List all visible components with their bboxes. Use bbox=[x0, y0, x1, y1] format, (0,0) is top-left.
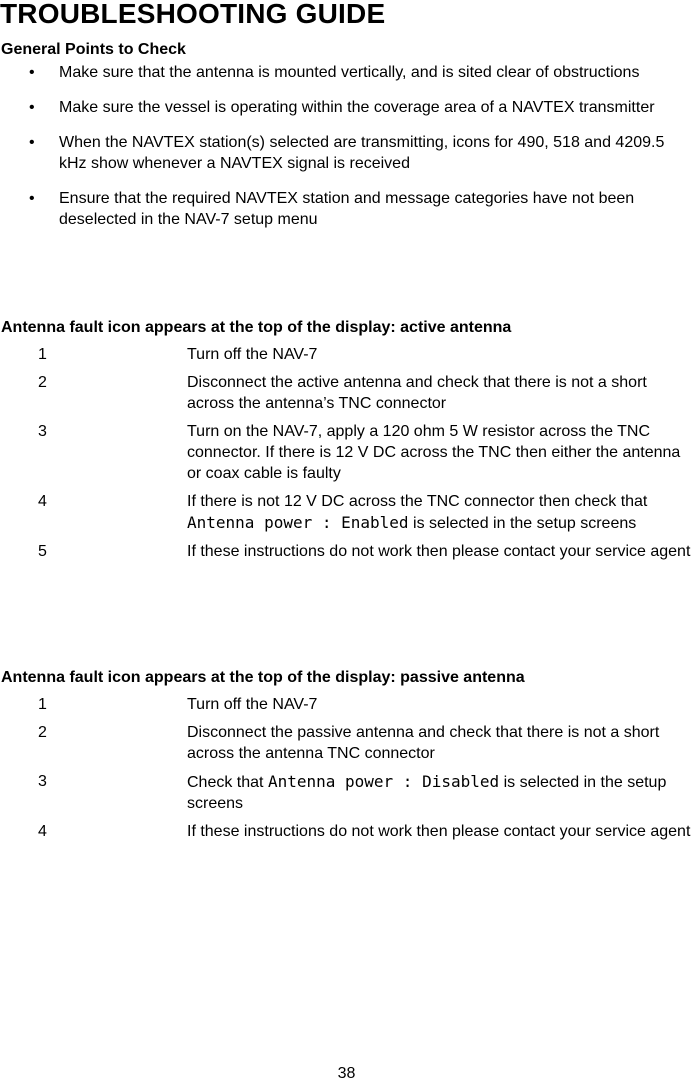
bullet-dot-icon: • bbox=[29, 190, 35, 207]
step-number: 3 bbox=[38, 423, 47, 440]
step-text bbox=[0, 491, 693, 534]
step-text-pre: Check that bbox=[187, 774, 268, 791]
step-item bbox=[0, 694, 693, 715]
step-text: Turn off the NAV-7 bbox=[187, 346, 318, 363]
step-number: 5 bbox=[38, 543, 47, 560]
bullet-text: Ensure that the required NAVTEX station and message categories have not been deselected in the NAV-7 setup menu bbox=[59, 190, 635, 228]
step-item bbox=[0, 344, 693, 365]
step-text: If these instructions do not work then please contact your service agent bbox=[187, 823, 691, 840]
step-item bbox=[0, 372, 693, 414]
step-number: 2 bbox=[38, 374, 47, 391]
page-title: TROUBLESHOOTING GUIDE bbox=[0, 0, 386, 29]
page-number: 38 bbox=[337, 1065, 356, 1082]
step-item bbox=[0, 821, 693, 842]
step-item bbox=[0, 491, 693, 534]
step-item bbox=[0, 771, 693, 814]
passive-antenna-heading: Antenna fault icon appears at the top of the display: passive antenna bbox=[1, 669, 525, 686]
step-item bbox=[0, 541, 693, 562]
step-item bbox=[0, 421, 693, 484]
bullet-dot-icon: • bbox=[29, 99, 35, 116]
bullet-text: Make sure that the antenna is mounted vertically, and is sited clear of obstructions bbox=[59, 64, 640, 81]
step-number: 1 bbox=[38, 346, 47, 363]
step-text: Disconnect the passive antenna and check that there is not a short across the antenna TNC connector bbox=[187, 724, 660, 762]
bullet-item bbox=[0, 188, 693, 230]
step-text-post: is selected in the setup screens bbox=[408, 515, 637, 532]
step-text-post: is selected in the setup screens bbox=[187, 774, 667, 812]
bullet-text: When the NAVTEX station(s) selected are transmitting, icons for 490, 518 and 4209.5 kHz show whenever a NAVTEX signal is received bbox=[59, 134, 665, 172]
step-number: 2 bbox=[38, 724, 47, 741]
bullet-item bbox=[0, 132, 693, 174]
step-text-pre: If there is not 12 V DC across the TNC connector then check that bbox=[187, 493, 648, 510]
bullet-item bbox=[0, 97, 693, 118]
step-text bbox=[0, 771, 693, 814]
step-text: Turn on the NAV-7, apply a 120 ohm 5 W resistor across the TNC connector. If there is 12 V DC across the TNC then either the antenna or coax cable is faulty bbox=[187, 423, 681, 482]
step-text: Disconnect the active antenna and check that there is not a short across the antenna’s TNC connector bbox=[187, 374, 647, 412]
step-number: 4 bbox=[38, 823, 47, 840]
bullet-dot-icon: • bbox=[29, 64, 35, 81]
step-text: If these instructions do not work then please contact your service agent bbox=[187, 543, 691, 560]
step-number: 1 bbox=[38, 696, 47, 713]
step-item bbox=[0, 722, 693, 764]
setting-code: Antenna power : Enabled bbox=[187, 513, 409, 532]
step-number: 4 bbox=[38, 493, 47, 510]
passive-antenna-steps bbox=[0, 694, 693, 849]
active-antenna-heading: Antenna fault icon appears at the top of the display: active antenna bbox=[1, 319, 512, 336]
bullet-dot-icon: • bbox=[29, 134, 35, 151]
general-points-heading: General Points to Check bbox=[1, 41, 186, 58]
general-points-list bbox=[0, 62, 693, 244]
step-number: 3 bbox=[38, 773, 47, 790]
active-antenna-steps bbox=[0, 344, 693, 569]
bullet-item bbox=[0, 62, 693, 83]
step-text: Turn off the NAV-7 bbox=[187, 696, 318, 713]
setting-code: Antenna power : Disabled bbox=[267, 772, 500, 791]
bullet-text: Make sure the vessel is operating within the coverage area of a NAVTEX transmitter bbox=[59, 99, 655, 116]
